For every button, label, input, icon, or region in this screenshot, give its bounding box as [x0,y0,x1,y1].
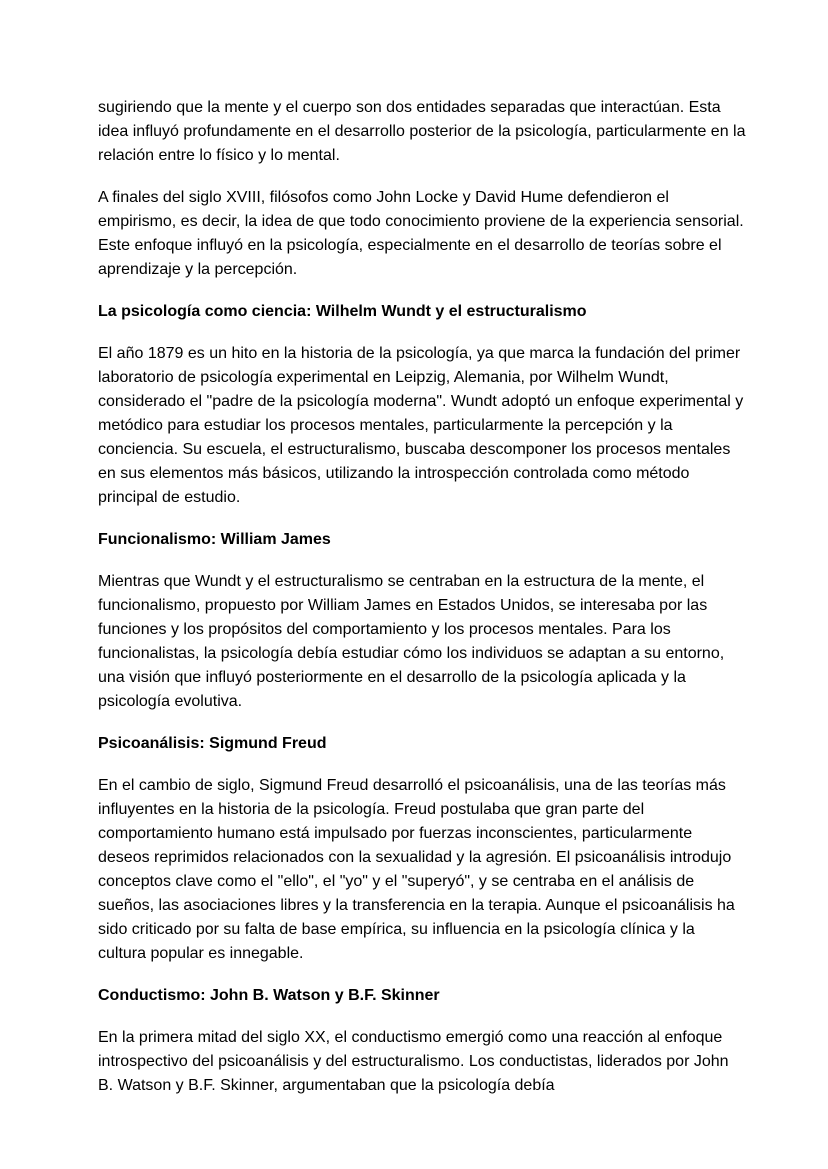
paragraph-empirismo-locke-hume: A finales del siglo XVIII, filósofos como John Locke y David Hume defendieron el empirismo, es decir, la idea de que todo conocimiento proviene de la experiencia sensorial. Este enfoque influyó en la psicología, especialmente en el desarrollo de teorías sobre el aprendizaje y la percepción. [98,189,744,278]
section-heading-psicoanalisis: Psicoanálisis: Sigmund Freud [98,735,327,752]
paragraph-wundt-laboratorio: El año 1879 es un hito en la historia de la psicología, ya que marca la fundación del primer laboratorio de psicología experimental en Leipzig, Alemania, por Wilhelm Wundt, considerado el "padre de la psicología moderna". Wundt adoptó un enfoque experimental y metódico para estudiar los procesos mentales, particularmente la percepción y la conciencia. Su escuela, el estructuralismo, buscaba descomponer los procesos mentales en sus elementos más básicos, utilizando la introspección controlada como método principal de estudio. [98,345,744,506]
paragraph-funcionalismo-james: Mientras que Wundt y el estructuralismo se centraban en la estructura de la mente, el funcionalismo, propuesto por William James en Estados Unidos, se interesaba por las funciones y los propósitos del comportamiento y los procesos mentales. Para los funcionalistas, la psicología debía estudiar cómo los individuos se adaptan a su entorno, una visión que influyó posteriormente en el desarrollo de la psicología aplicada y la psicología evolutiva. [98,573,725,710]
section-heading-conductismo: Conductismo: John B. Watson y B.F. Skinner [98,987,440,1004]
paragraph-psicoanalisis-freud: En el cambio de siglo, Sigmund Freud desarrolló el psicoanálisis, una de las teorías más influyentes en la historia de la psicología. Freud postulaba que gran parte del comportamiento humano está impulsado por fuerzas inconscientes, particularmente deseos reprimidos relacionados con la sexualidad y la agresión. El psicoanálisis introdujo conceptos clave como el "ello", el "yo" y el "superyó", y se centraba en el análisis de sueños, las asociaciones libres y la transferencia en la terapia. Aunque el psicoanálisis ha sido criticado por su falta de base empírica, su influencia en la psicología clínica y la cultura popular es innegable. [98,777,735,962]
paragraph-conductismo-watson-skinner: En la primera mitad del siglo XX, el conductismo emergió como una reacción al enfoque introspectivo del psicoanálisis y del estructuralismo. Los conductistas, liderados por John B. Watson y B.F. Skinner, argumentaban que la psicología debía [98,1029,729,1094]
section-heading-wundt-estructuralismo: La psicología como ciencia: Wilhelm Wundt y el estructuralismo [98,303,587,320]
document-content [98,96,746,1098]
section-heading-funcionalismo: Funcionalismo: William James [98,531,331,548]
paragraph-dualismo-mente-cuerpo: sugiriendo que la mente y el cuerpo son dos entidades separadas que interactúan. Esta idea influyó profundamente en el desarrollo posterior de la psicología, particularmente en la relación entre lo físico y lo mental. [98,99,746,164]
